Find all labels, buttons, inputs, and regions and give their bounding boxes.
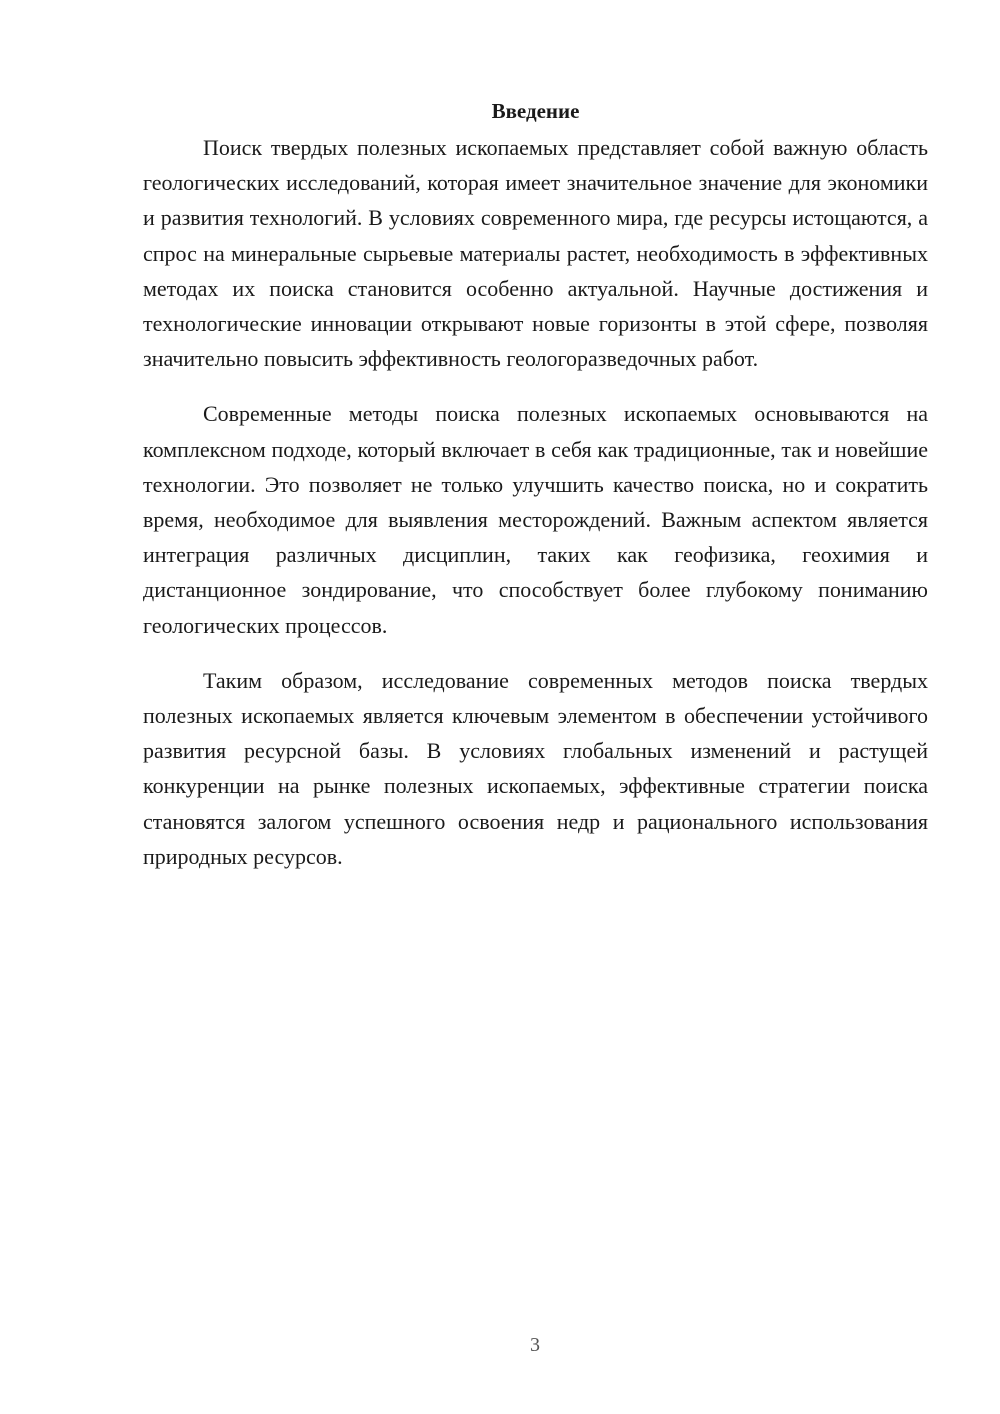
- paragraph-1: Поиск твердых полезных ископаемых представляет собой важную область геологических исследований, которая имеет значительное значение для экономики и развития технологий. В условиях современного мира, где ресурсы истощаются, а спрос на минеральные сырьевые материалы растет, необходимость в эффективных методах их поиска становится особенно актуальной. Научные достижения и технологические инновации открывают новые горизонты в этой сфере, позволяя значительно повысить эффективность геологоразведочных работ.: [143, 135, 928, 372]
- paragraph-2: Современные методы поиска полезных ископаемых основываются на комплексном подходе, который включает в себя как традиционные, так и новейшие технологии. Это позволяет не только улучшить качество поиска, но и сократить время, необходимое для выявления месторождений. Важным аспектом является интеграция различных дисциплин, таких как геофизика, геохимия и дистанционное зондирование, что способствует более глубокому пониманию геологических процессов.: [143, 401, 928, 638]
- page-content: [143, 96, 928, 894]
- page-number: 3: [530, 1334, 540, 1356]
- paragraph-3: Таким образом, исследование современных методов поиска твердых полезных ископаемых является ключевым элементом в обеспечении устойчивого развития ресурсной базы. В условиях глобальных изменений и растущей конкуренции на рынке полезных ископаемых, эффективные стратегии поиска становятся залогом успешного освоения недр и рационального использования природных ресурсов.: [143, 667, 928, 869]
- section-heading: Введение: [491, 99, 580, 123]
